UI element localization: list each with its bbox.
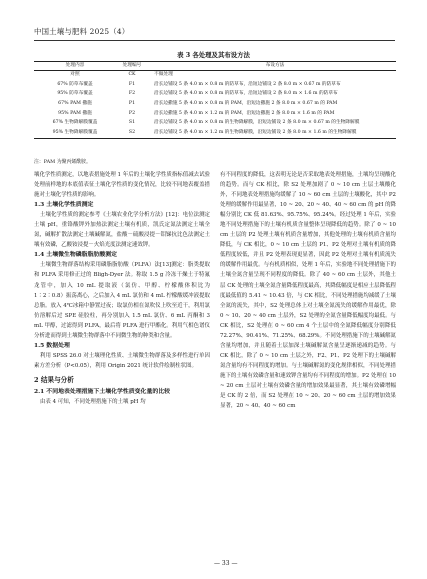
body-paragraph: 壤化学性质测定，以地表措施处理 1 年后的土壤化学性质指标值减去试验处理前样地的本底值表征土壤化学性质的变化情况，比较不同地表覆盖措施对土壤化学性质的影响。 [34, 172, 210, 199]
running-title: 中国土壤与肥料 2025（4） [34, 27, 130, 36]
column-header-code: 处理编号 [122, 62, 142, 68]
table-header-row [34, 62, 396, 71]
table-footnote: 注：PAM 为聚丙烯酰胺。 [34, 159, 91, 165]
cell-method: 沿长边铺设 5 条 4.0 m × 0.8 m 的防草布，沿短边铺设 2 条 8.0 m × 1.6 m 的防草布 [154, 91, 338, 97]
cell-method: 沿长边撒施 5 条 4.0 m × 0.8 m 的 PAM，沿短边撒施 2 条 8.0 m × 0.67 m 的 PAM [154, 101, 338, 107]
column-header-method: 布设方法 [265, 62, 285, 68]
cell-treatment: 67% 防草布覆盖 [57, 81, 93, 87]
cell-method: 沿长边铺设 5 条 4.0 m × 1.2 m 的生物降解膜，沿短边铺设 2 条 8.0 m × 1.6 m 的生物降解膜 [154, 129, 357, 135]
cell-code: P2 [128, 110, 136, 116]
body-paragraph: 由表 4 可知，不同处理措施下的土壤 pH 均 [39, 398, 146, 405]
table-row [34, 80, 396, 90]
header-rule [34, 40, 395, 41]
cell-treatment: 95% PAM 撒施 [58, 110, 92, 116]
table-row [34, 109, 396, 119]
body-paragraph: 土壤化学性质的测定参考《土壤农业化学分析方法》[12]：电位法测定土壤 pH，重铬酸钾外加热法测定土壤有机质，凯氏定氮法测定土壤全氮，碱解扩散法测定土壤碱解氮，盐酸－硫酸浸提－钼锑抗比色法测定土壤有效磷，乙酸铵浸提－火焰光度法测定速效钾。 [34, 212, 210, 249]
cell-code: S2 [128, 129, 136, 135]
section-heading-2-1: 2.1 不同地表处理措施下土壤化学性质变化量的比较 [34, 387, 171, 395]
section-heading-1-3: 1.3 土壤化学性质测定 [34, 201, 94, 209]
left-column [34, 170, 210, 407]
table-row [34, 100, 396, 110]
table-row [34, 71, 396, 81]
body-paragraph: 土壤微生物群落结构采用磷脂脂肪酸（PLFA）法[13]测定：脂类提取和 PLFA 采用修正过的 Bligh-Dyer 法。称取 1.5 g 冷冻干燥土于特氟龙管中，加入 10 mL 提取液（氯仿、甲醇、柠檬酸体积比为 1∶2∶0.8）振荡离心，之后加入 4 mL 氯仿和 4 mL 柠檬酸缓冲液提取总脂。放入 4℃冰箱中静置过夜；取氯仿相在氮吹仪上吹至近干，利用氯仿溶解后过 SPE 硅胶柱，再分别加入 1.5 mL 氯仿、6 mL 丙酮和 3 mL 甲醇，过滤得到 PLFA，最后将 PLFA 进行甲酯化。利用气相色谱仪分析进而得到土壤微生物群落中不同微生物的种类和含量。 [34, 262, 210, 339]
table-row [34, 129, 396, 139]
cell-method: 沿长边铺设 5 条 4.0 m × 0.8 m 的生物降解膜，沿短边铺设 2 条 8.0 m × 0.67 m 的生物降解膜 [154, 120, 360, 126]
cell-treatment: 67% 生物降解膜覆盖 [52, 120, 98, 126]
table-caption: 表 3 各处理及其布设方法 [177, 51, 250, 59]
body-paragraph: 有不同程度的降低，这表明无论是否采取地表处理措施，土壤均呈现酸化的趋势。而与 CK 相比，除 S2 处理加剧了 0 ~ 10 cm 土层土壤酸化外，不同地表处理措施均缓解了 10 ~ 60 cm 土层的土壤酸化，其中 P2 处理的缓解作用最显著，10 ~ 20、20 ~ 40、40 ~ 60 cm 的 pH 的降幅分别比 CK 低 81.63%、95.75%、95.24%。经过处理 1 年后，实验地不同处理措施下的土壤有机质含量整体呈现降低的趋势。除了 0 ~ 10 cm 土层的 P2 处理土壤有机质含量增加，其他处理的土壤有机质含量均降低，与 CK 相比，0 ~ 10 cm 土层的 P1、P2 处理对土壤有机质的降低程度较低，并且 P2 处理表现更显著，因此 P2 处理对土壤有机质流失的缓解作用最优。与有机质相似，处理 1 年后，实验地不同处理措施下的土壤全氮含量呈现不同程度的降低。除了 40 ~ 60 cm 土层外，其他土层 CK 处理的土壤全氮含量降低程度最高，其降低幅度是相应土层降低程度最低值的 5.41 ~ 10.43 倍，与 CK 相比，不同处理措施均减缓了土壤全氮的流失，其中，S2 处理总体上对土壤全氮流失的缓解作用最优，除 0 ~ 10、20 ~ 40 cm 土层外，S2 处理的全氮含量降低幅度均最低。与 CK 相比，S2 处理在 0 ~ 60 cm 4 个土层中的全氮降低幅度分别降低 72.27%、90.41%、71.25%、68.29%。不同处理措施下的土壤碱解氮含量均增加，并且随着土层加深土壤碱解氮含量呈逐渐递减的趋势。与 CK 相比，除了 0 ~ 10 cm 土层之外，F2、P1、P2 处理下的土壤碱解氮含量均有不同程度的增加。与土壤碱解氮的变化规律相似，不同处理措施下的土壤有效磷含量和速效钾含量均有不同程度的增加。P2 处理在 10 ~ 20 cm 土层对土壤有效磷含量的增加效果最显著，其土壤有效磷增幅是 CK 的 2 倍，而 S2 处理在 10 ~ 20、20 ~ 60 cm 土层的增加效果显著，20 ~ 40、40 ~ 60 cm [220, 172, 396, 410]
cell-code: P1 [128, 101, 136, 107]
cell-treatment: 67% PAM 撒施 [58, 101, 92, 107]
cell-method: 沿长边撒施 5 条 4.0 m × 1.2 m 的 PAM，沿短边撒施 2 条 8.0 m × 1.6 m 的 PAM [154, 110, 335, 116]
cell-method: 沿长边铺设 5 条 4.0 m × 0.8 m 的防草布，沿短边铺设 2 条 8.0 m × 0.67 m 的防草布 [154, 81, 341, 87]
cell-treatment: 95% 防草布覆盖 [57, 91, 93, 97]
cell-code: CK [128, 72, 136, 78]
cell-code: F1 [128, 81, 136, 87]
page-number: — 33 — [214, 560, 238, 567]
table-row [34, 90, 396, 100]
cell-treatment: 95% 生物降解膜覆盖 [52, 129, 98, 135]
table-row [34, 119, 396, 129]
section-heading-1-4: 1.4 土壤微生物磷脂脂肪酸测定 [34, 251, 117, 259]
right-column [220, 170, 396, 411]
treatment-table [34, 61, 396, 139]
body-paragraph: 利用 SPSS 26.0 对土壤理化性质、土壤微生物群落及多样性进行单因素方差分析（P<0.05），利用 Origin 2021 统计软件绘制柱状图。 [34, 352, 210, 369]
section-heading-2: 2 结果与分析 [34, 375, 74, 384]
column-header-treatment: 处理内容 [65, 62, 85, 68]
cell-treatment: 对照 [70, 72, 80, 78]
section-heading-1-5: 1.5 数据处理 [34, 341, 70, 349]
cell-method: 不做处理 [154, 72, 173, 78]
cell-code: S1 [128, 120, 136, 126]
cell-code: F2 [128, 91, 136, 97]
